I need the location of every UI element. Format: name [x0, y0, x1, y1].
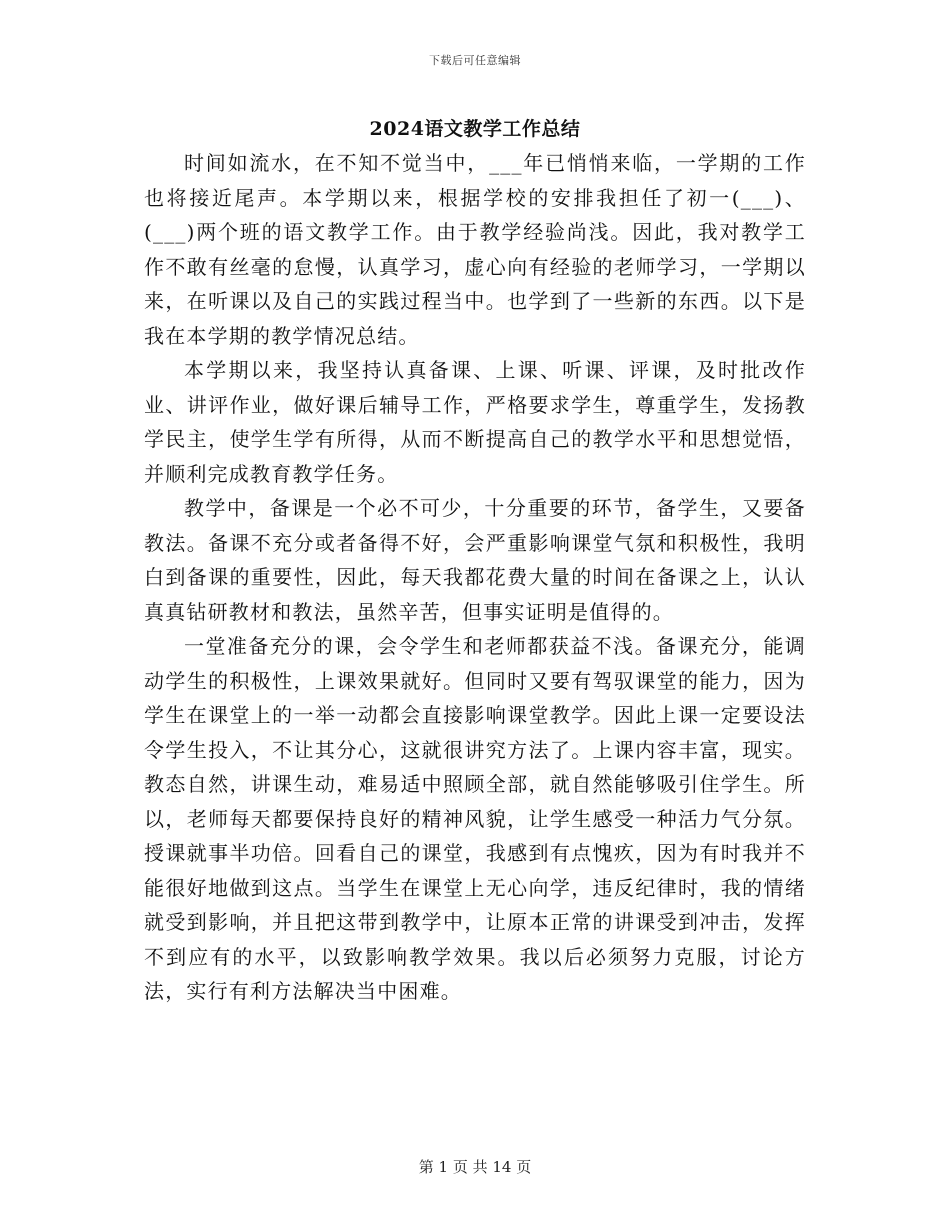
paragraph-3: 教学中，备课是一个必不可少，十分重要的环节，备学生，又要备教法。备课不充分或者备得不好，会严重影响课堂气氛和积极性，我明白到备课的重要性，因此，每天我都花费大量的时间在备课之上，认认真真钻研教材和教法，虽然辛苦，但事实证明是值得的。: [144, 496, 806, 624]
paragraph-1: 时间如流水，在不知不觉当中，___年已悄悄来临，一学期的工作也将接近尾声。本学期以来，根据学校的安排我担任了初一(___)、(___)两个班的语文教学工作。由于教学经验尚浅。因此，我对教学工作不敢有丝毫的怠慢，认真学习，虚心向有经验的老师学习，一学期以来，在听课以及自己的实践过程当中。也学到了一些新的东西。以下是我在本学期的教学情况总结。: [144, 151, 806, 348]
paragraph-4: 一堂准备充分的课，会令学生和老师都获益不浅。备课充分，能调动学生的积极性，上课效果就好。但同时又要有驾驭课堂的能力，因为学生在课堂上的一举一动都会直接影响课堂教学。因此上课一定要设法令学生投入，不让其分心，这就很讲究方法了。上课内容丰富，现实。教态自然，讲课生动，难易适中照顾全部，就自然能够吸引住学生。所以，老师每天都要保持良好的精神风貌，让学生感受一种活力气分氛。授课就事半功倍。回看自己的课堂，我感到有点愧疚，因为有时我并不能很好地做到这点。当学生在课堂上无心向学，违反纪律时，我的情绪就受到影响，并且把这带到教学中，让原本正常的讲课受到冲击，发挥不到应有的水平，以致影响教学效果。我以后必须努力克服，讨论方法，实行有利方法解决当中困难。: [144, 634, 806, 1003]
document-title: 2024语文教学工作总结: [369, 118, 581, 140]
header-note: 下载后可任意编辑: [429, 54, 521, 67]
page-number-footer: 第 1 页 共 14 页: [418, 1158, 532, 1176]
document-body: [144, 146, 806, 1009]
paragraph-2: 本学期以来，我坚持认真备课、上课、听课、评课，及时批改作业、讲评作业，做好课后辅导工作，严格要求学生，尊重学生，发扬教学民主，使学生学有所得，从而不断提高自己的教学水平和思想觉悟，并顺利完成教育教学任务。: [144, 358, 806, 486]
